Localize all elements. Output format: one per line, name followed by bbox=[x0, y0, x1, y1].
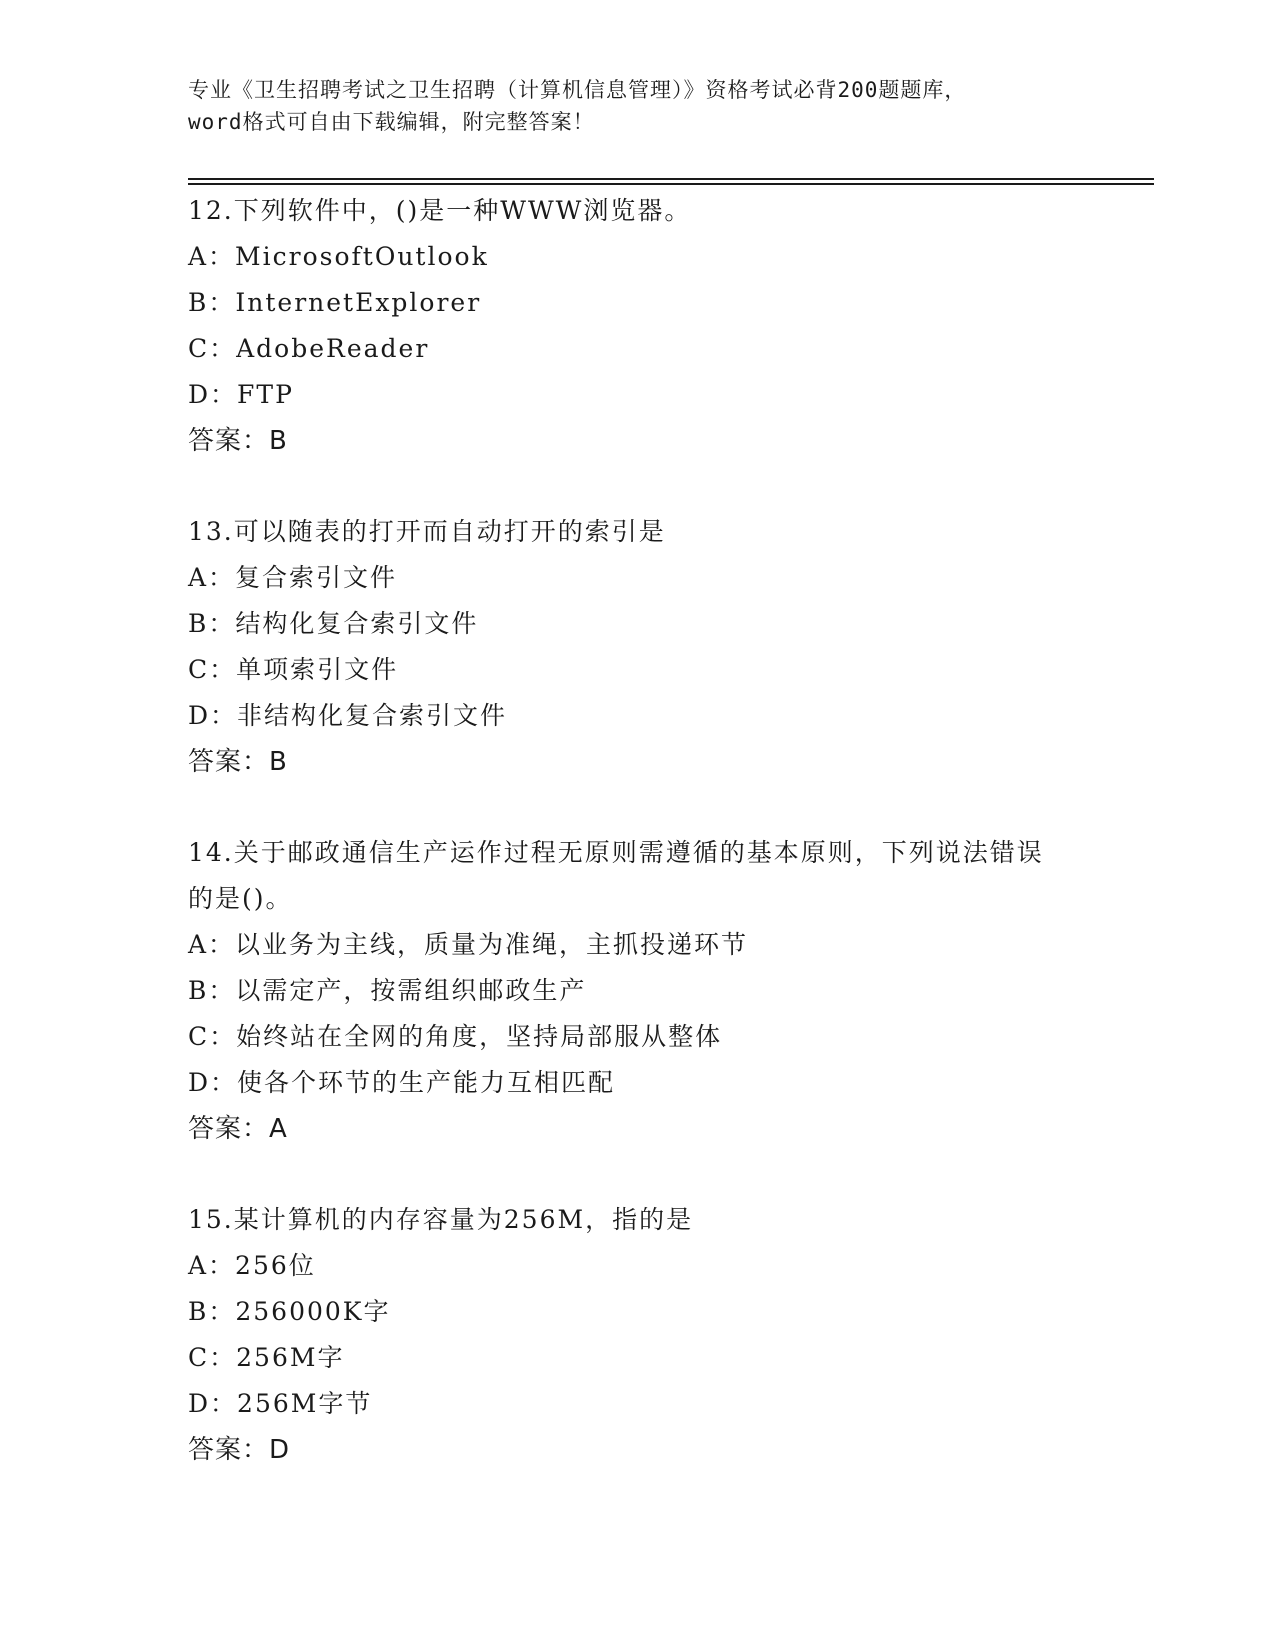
option-b: B：以需定产，按需组织邮政生产 bbox=[188, 976, 587, 1005]
question-stem: 12.下列软件中，()是一种WWW浏览器。 bbox=[188, 196, 692, 225]
question-stem: 14.关于邮政通信生产运作过程无原则需遵循的基本原则，下列说法错误的是()。 bbox=[188, 838, 1044, 913]
answer: 答案：D bbox=[188, 1435, 291, 1465]
option-d: D：FTP bbox=[188, 380, 294, 409]
option-a: A：256位 bbox=[188, 1251, 316, 1280]
question-stem: 13.可以随表的打开而自动打开的索引是 bbox=[188, 517, 666, 546]
header-divider-top bbox=[188, 178, 1154, 180]
header-divider-bottom bbox=[188, 183, 1154, 185]
question-stem: 15.某计算机的内存容量为256M，指的是 bbox=[188, 1205, 694, 1234]
option-c: C：始终站在全网的角度，坚持局部服从整体 bbox=[188, 1022, 723, 1051]
answer: 答案：B bbox=[188, 747, 288, 777]
option-a: A：MicrosoftOutlook bbox=[188, 242, 489, 271]
option-d: D：使各个环节的生产能力互相匹配 bbox=[188, 1068, 616, 1097]
question-13 bbox=[188, 509, 1088, 785]
option-d: D：非结构化复合索引文件 bbox=[188, 701, 508, 730]
option-a: A：以业务为主线，质量为准绳，主抓投递环节 bbox=[188, 930, 749, 959]
answer: 答案：A bbox=[188, 1114, 288, 1144]
header-title-line-2: word格式可自由下载编辑，附完整答案！ bbox=[188, 110, 595, 134]
question-12 bbox=[188, 188, 1088, 464]
option-b: B：结构化复合索引文件 bbox=[188, 609, 479, 638]
option-a: A：复合索引文件 bbox=[188, 563, 398, 592]
document-header bbox=[188, 74, 1088, 138]
header-title-line-1: 专业《卫生招聘考试之卫生招聘（计算机信息管理）》资格考试必背200题题库， bbox=[188, 78, 967, 102]
option-b: B：InternetExplorer bbox=[188, 288, 482, 317]
option-d: D：256M字节 bbox=[188, 1389, 373, 1418]
option-c: C：AdobeReader bbox=[188, 334, 430, 363]
question-15 bbox=[188, 1197, 1088, 1473]
question-list bbox=[188, 188, 1088, 1518]
question-14 bbox=[188, 830, 1088, 1152]
option-b: B：256000K字 bbox=[188, 1297, 391, 1326]
answer: 答案：B bbox=[188, 426, 288, 456]
option-c: C：256M字 bbox=[188, 1343, 345, 1372]
option-c: C：单项索引文件 bbox=[188, 655, 399, 684]
